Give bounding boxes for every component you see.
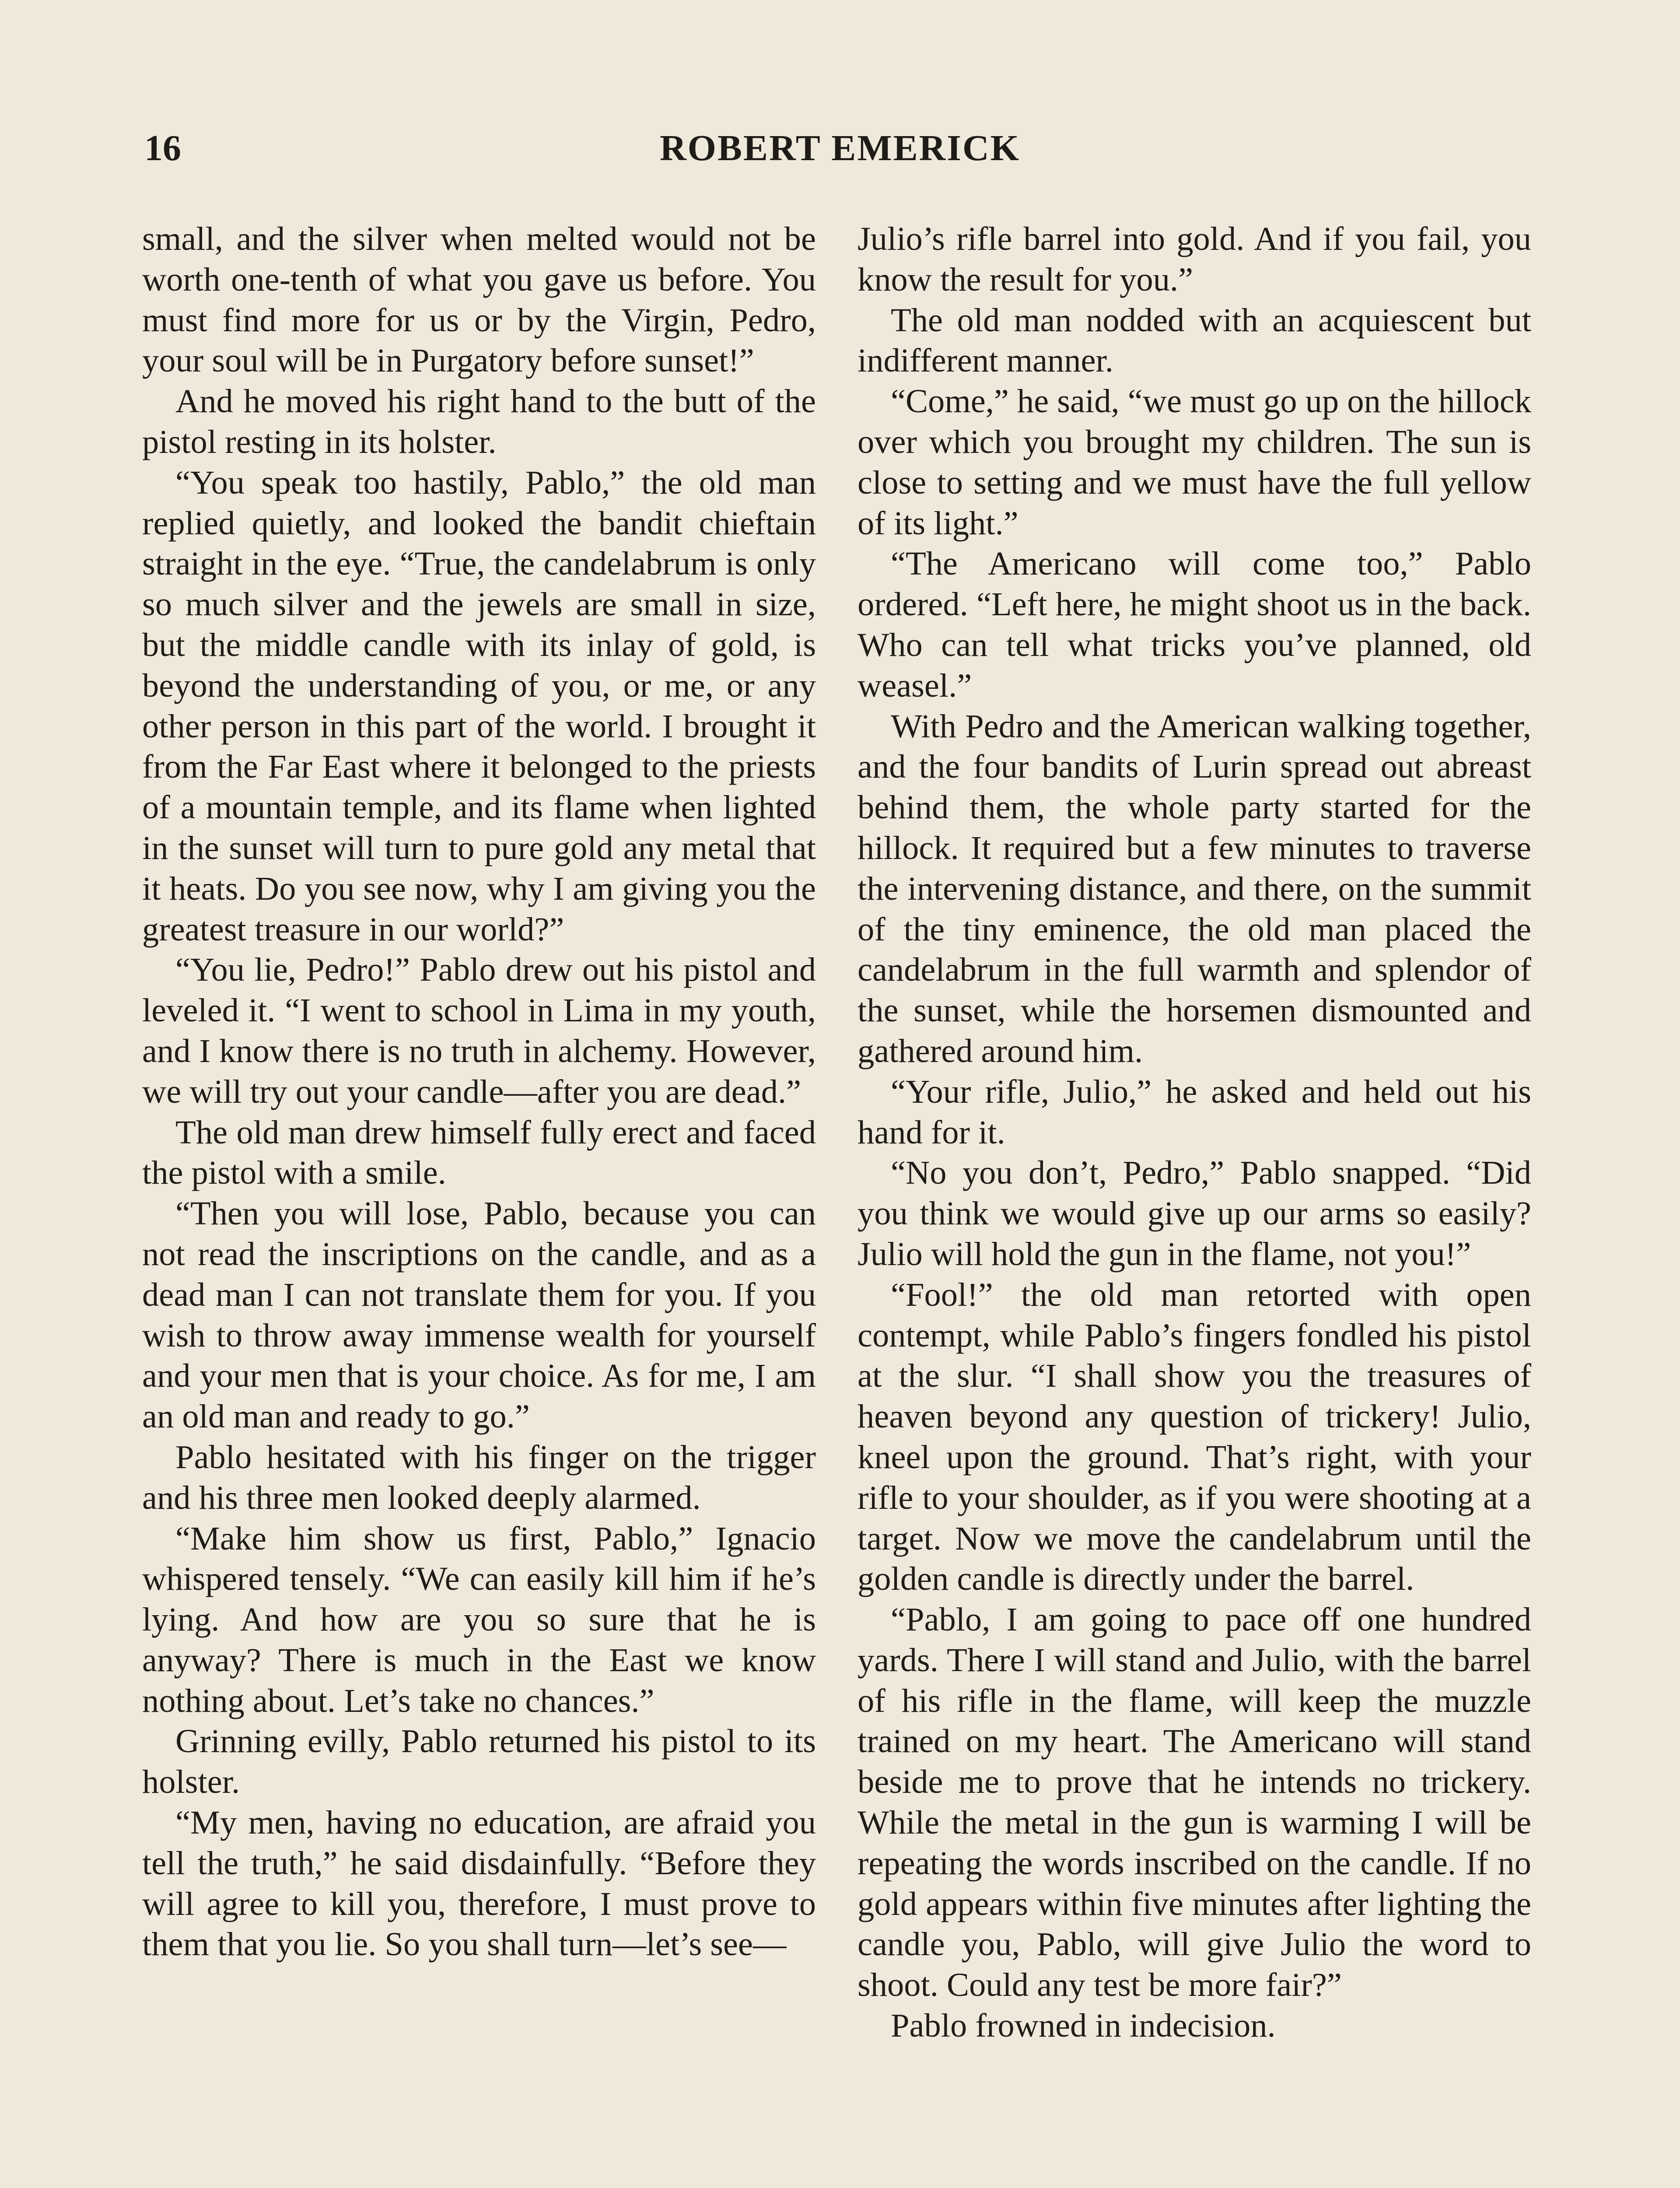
page-number: 16 bbox=[144, 128, 181, 168]
paragraph: Julio’s rifle barrel into gold. And if you fail, you know the result for you.” bbox=[858, 220, 1531, 298]
paragraph: “My men, having no education, are afraid you tell the truth,” he said disdainfully. “Before they will agree to kill you, therefore, I must prove to them that you lie. So you shall turn—let’s see— bbox=[142, 1804, 816, 1963]
paragraph: With Pedro and the American walking together, and the four bandits of Lurin spread out abreast behind them, the whole party started for the hillock. It required but a few minutes to traverse the intervening distance, and there, on the summit of the tiny eminence, the old man placed the candelabrum in the full warmth and splendor of the sunset, while the horsemen dismounted and gathered around him. bbox=[858, 707, 1531, 1069]
left-column bbox=[142, 219, 816, 1965]
running-title: ROBERT EMERICK bbox=[660, 128, 1020, 168]
paragraph: Pablo frowned in indecision. bbox=[891, 2007, 1276, 2044]
right-column bbox=[858, 219, 1531, 2046]
paragraph: Grinning evilly, Pablo returned his pistol to its holster. bbox=[142, 1722, 816, 1801]
paragraph: “You speak too hastily, Pablo,” the old man replied quietly, and looked the bandit chieftain straight in the eye. “True, the candelabrum is only so much silver and the jewels are small in size, but the middle candle with its inlay of gold, is beyond the understanding of you, or me, or any other person in this part of the world. I brought it from the Far East where it belonged to the priests of a mountain temple, and its flame when lighted in the sunset will turn to pure gold any metal that it heats. Do you see now, why I am giving you the greatest treasure in our world?” bbox=[142, 463, 816, 948]
paragraph: “Pablo, I am going to pace off one hundred yards. There I will stand and Julio, with the barrel of his rifle in the flame, will keep the muzzle trained on my heart. The Americano will stand beside me to prove that he intends no trickery. While the metal in the gun is warming I will be repeating the words inscribed on the candle. If no gold appears within five minutes after lighting the candle you, Pablo, will give Julio the word to shoot. Could any test be more fair?” bbox=[858, 1601, 1531, 2004]
paragraph: “Come,” he said, “we must go up on the hillock over which you brought my children. The sun is close to setting and we must have the full yellow of its light.” bbox=[858, 382, 1531, 542]
paragraph: And he moved his right hand to the butt of the pistol resting in its holster. bbox=[142, 382, 816, 460]
paragraph: “Make him show us first, Pablo,” Ignacio whispered tensely. “We can easily kill him if he’s lying. And how are you so sure that he is anyway? There is much in the East we know nothing about. Let’s take no chances.” bbox=[142, 1519, 816, 1719]
paragraph: “The Americano will come too,” Pablo ordered. “Left here, he might shoot us in the back. Who can tell what tricks you’ve planned, old weasel.” bbox=[858, 545, 1531, 704]
paragraph: “Your rifle, Julio,” he asked and held out his hand for it. bbox=[858, 1073, 1531, 1151]
running-head bbox=[0, 127, 1680, 175]
paragraph: “No you don’t, Pedro,” Pablo snapped. “Did you think we would give up our arms so easily? Julio will hold the gun in the flame, not you!” bbox=[858, 1154, 1531, 1273]
paragraph: “You lie, Pedro!” Pablo drew out his pistol and leveled it. “I went to school in Lima in my youth, and I know there is no truth in alchemy. However, we will try out your candle—after you are dead.” bbox=[142, 951, 816, 1110]
paragraph: The old man nodded with an acquiescent but indifferent manner. bbox=[858, 301, 1531, 379]
paragraph: “Then you will lose, Pablo, because you can not read the inscriptions on the candle, and as a dead man I can not translate them for you. If you wish to throw away immense wealth for yourself and your men that is your choice. As for me, I am an old man and ready to go.” bbox=[142, 1195, 816, 1435]
paragraph: The old man drew himself fully erect and faced the pistol with a smile. bbox=[142, 1113, 816, 1192]
paragraph: small, and the silver when melted would not be worth one-tenth of what you gave us before. You must find more for us or by the Virgin, Pedro, your soul will be in Purgatory before sunset!” bbox=[142, 220, 816, 379]
paragraph: Pablo hesitated with his finger on the trigger and his three men looked deeply alarmed. bbox=[142, 1438, 816, 1516]
paragraph: “Fool!” the old man retorted with open contempt, while Pablo’s fingers fondled his pistol at the slur. “I shall show you the treasures of heaven beyond any question of trickery! Julio, kneel upon the ground. That’s right, with your rifle to your shoulder, as if you were shooting at a target. Now we move the candelabrum until the golden candle is directly under the barrel. bbox=[858, 1276, 1531, 1598]
